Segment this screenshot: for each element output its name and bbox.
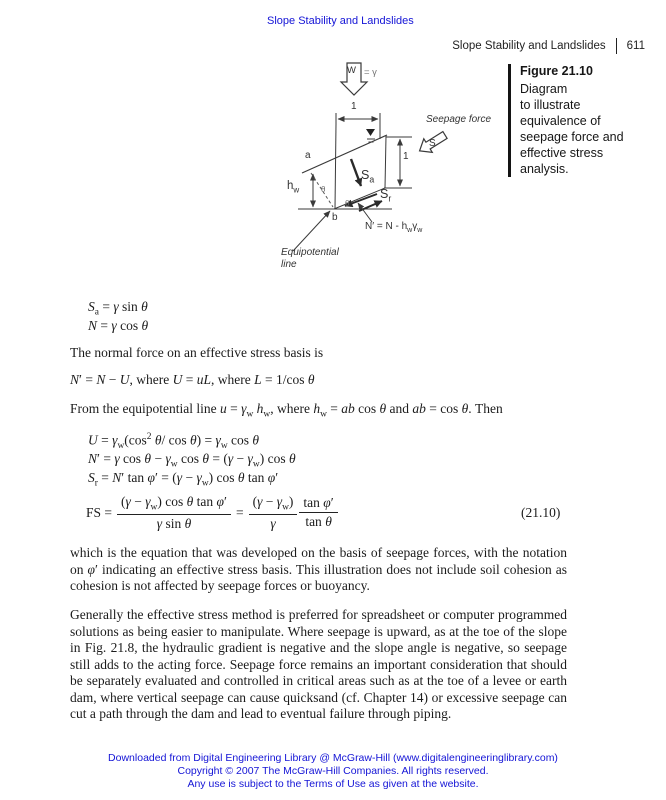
label-sr: $S_r$ bbox=[380, 187, 392, 204]
equation-n: N = γ cos θ bbox=[88, 318, 149, 333]
footer-line-download: Downloaded from Digital Engineering Library @ McGraw-Hill (www.digitalengineeringlibrary.com) bbox=[108, 752, 558, 764]
equation-fs bbox=[86, 494, 338, 532]
fs-fraction-2: $\frac{(\gamma - \gamma_w)}{\gamma}$ bbox=[249, 494, 298, 532]
fs-equals: = bbox=[235, 504, 244, 520]
label-n-prime: $N' = N - h_w\gamma_w$ bbox=[365, 221, 423, 234]
equation-number: (21.10) bbox=[521, 505, 561, 520]
header-separator bbox=[616, 38, 617, 54]
header-title: Slope Stability and Landslides bbox=[452, 40, 606, 52]
figure-caption-line: analysis. bbox=[520, 162, 569, 176]
paragraph-1: which is the equation that was developed on the basis of seepage forces, with the notation on φ′ indicating an effective stress basis. This illustration does not include soil cohesion as cohesion is not affected by seepage forces or buoyancy. bbox=[70, 545, 568, 593]
label-dim-right: 1 bbox=[403, 151, 409, 162]
top-running-head-link[interactable]: Slope Stability and Landslides bbox=[267, 15, 414, 27]
figure-caption-title: Figure 21.10 bbox=[520, 64, 593, 78]
footer bbox=[0, 752, 666, 792]
label-seepage-force: Seepage force bbox=[426, 114, 492, 125]
fs-fraction-3: $\frac{\text{tan φ′}}{\text{tan θ}}$ bbox=[299, 495, 337, 530]
label-theta-upper: θ bbox=[321, 185, 326, 194]
page-header bbox=[452, 38, 645, 54]
label-point-a: a bbox=[305, 150, 311, 161]
label-theta-lower: θ bbox=[345, 199, 350, 208]
label-sa: $S_a$ bbox=[361, 168, 375, 185]
diagram-canvas bbox=[280, 60, 510, 295]
figure-caption bbox=[508, 64, 660, 177]
footer-line-copyright: Copyright © 2007 The McGraw-Hill Companies. All rights reserved. bbox=[177, 765, 489, 778]
fs-fraction-1: $\frac{(\gamma - \gamma_w) \cos \theta \tan \varphi'}{\text{γ sin θ}}$ bbox=[117, 494, 231, 532]
figure-caption-line: seepage force and bbox=[520, 130, 624, 144]
equation-n-prime: N′ = N − U, where U = uL, where L = 1/cos θ bbox=[70, 372, 315, 387]
label-w-gamma: = γ bbox=[364, 67, 377, 78]
normal-force-sentence: The normal force on an effective stress basis is bbox=[70, 345, 324, 360]
equation-sr: $S_r = N'$ $\tan \varphi' = (\gamma - \gamma_w)$ cos θ tan φ′ bbox=[88, 470, 279, 489]
from-equipotential-sentence: From the equipotential line $u = \gamma_w$ $h_w$, where $h_w$ = ab cos θ and ab = cos θ. Then bbox=[70, 401, 503, 420]
equation-u: $U = \gamma_w(\cos^2$ θ/ $\cos \theta) = \gamma_w$ cos θ bbox=[88, 432, 260, 452]
page-number: 611 bbox=[626, 40, 645, 52]
label-point-b: b bbox=[332, 212, 338, 223]
label-w: W bbox=[347, 65, 356, 76]
fs-lhs: FS = bbox=[86, 504, 113, 520]
label-hw: $h_w$ bbox=[287, 180, 300, 195]
figure-caption-line: Diagram bbox=[520, 82, 568, 96]
equation-sa: $S_a = \gamma$ sin θ bbox=[88, 299, 148, 318]
figure-caption-line: to illustrate bbox=[520, 98, 581, 112]
label-s: S bbox=[429, 138, 436, 149]
water-table-icon bbox=[366, 129, 375, 142]
figure-caption-line: effective stress bbox=[520, 146, 604, 160]
label-equipotential-1: Equipotential bbox=[281, 247, 339, 258]
figure-caption-line: equivalence of bbox=[520, 114, 601, 128]
figure-diagram bbox=[280, 60, 510, 295]
footer-line-terms: Any use is subject to the Terms of Use as given at the website. bbox=[187, 778, 479, 791]
label-equipotential-2: line bbox=[281, 259, 297, 270]
paragraph-2: Generally the effective stress method is preferred for spreadsheet or computer programmed solutions as being easier to manipulate. Where seepage is upward, as at the toe of the slope in Fig. 21.8, the hydraulic gradient is negative and the slope angle is negative, so seepage still adds to the acting force. Seepage force remains an important consideration that should be separately evaluated and controlled in critical areas such as at the toe of a levee or earth dam, where vertical seepage can cause quicksand (cf. Chapter 14) or excessive seepage can cut a path through the dam and lead to eventual failure through piping. bbox=[70, 607, 567, 721]
label-dim-top: 1 bbox=[351, 101, 357, 112]
equation-n-prime-2: N′ = γ $\cos \theta - \gamma_w$ $\cos \theta = (\gamma - \gamma_w)$ cos θ bbox=[88, 451, 296, 470]
